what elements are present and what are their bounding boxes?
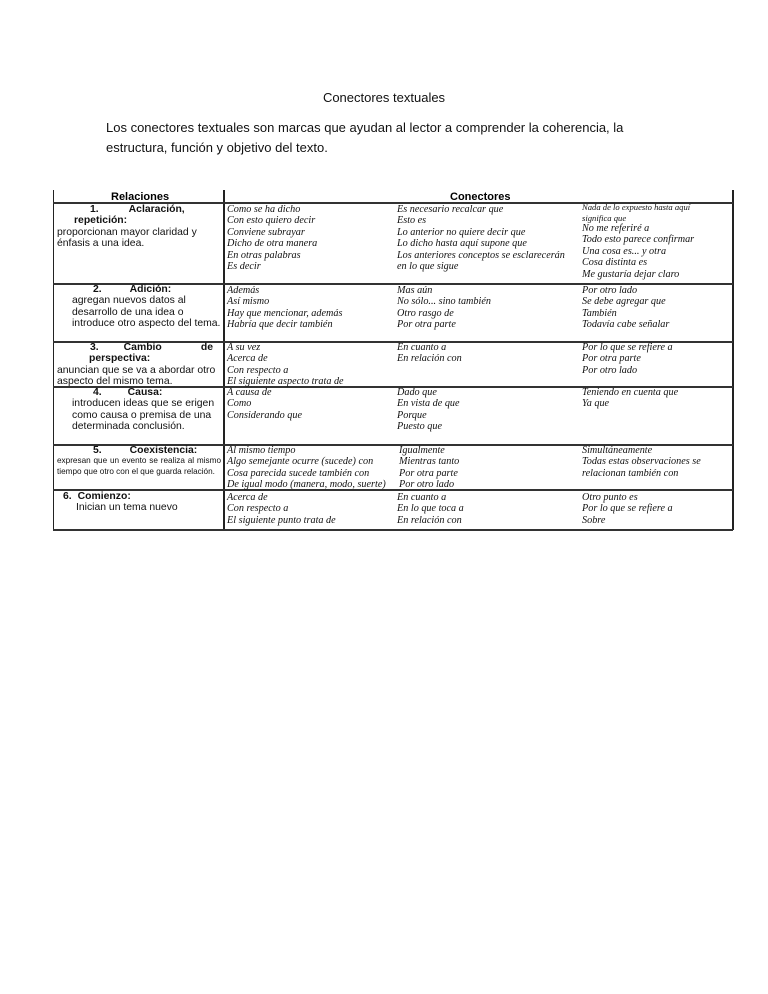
connector: A causa de [227, 387, 272, 398]
connector: Por otra parte [582, 353, 641, 365]
relation-4 [57, 387, 221, 432]
connector: Hay que mencionar, además [227, 307, 343, 319]
connector: En vista de que [397, 398, 460, 410]
connector: Habría que decir también [227, 319, 333, 331]
row-3-col-1 [227, 342, 344, 388]
connector: Mas aún [397, 285, 433, 296]
connector: Por otro lado [582, 285, 638, 296]
connector: No sólo... sino también [397, 296, 491, 308]
table-right-border [732, 190, 734, 530]
connector: Mientras tanto [399, 456, 460, 468]
row-5-col-2 [399, 445, 459, 491]
connector: Cosa distinta es [582, 257, 648, 269]
connector: Es necesario recalcar que [397, 204, 504, 215]
connector: Al mismo tiempo [227, 445, 296, 456]
connector: Todo esto parece confirmar [582, 234, 695, 246]
connector: significa que [582, 212, 627, 223]
connector: Conviene subrayar [227, 226, 305, 238]
connector: En cuanto a [397, 342, 447, 353]
intro-paragraph: Los conectores textuales son marcas que ayudan al lector a comprender la coherencia, la estructura, función y objetivo del texto. [106, 120, 624, 155]
row-2-col-2 [397, 285, 491, 331]
connectors-table [53, 190, 733, 530]
relation-6-num: 6. [63, 491, 72, 502]
row-3-col-2 [397, 342, 462, 365]
connector: Como [227, 398, 252, 410]
connector: En lo que toca a [397, 503, 464, 515]
connector: Puesto que [397, 421, 442, 433]
relation-3-desc: anuncian que se va a abordar otro aspecto del mismo tema. [57, 364, 216, 387]
connector: Porque [397, 409, 427, 421]
relation-5 [57, 445, 221, 477]
row-1-col-3 [582, 202, 694, 280]
row-5-col-3 [582, 445, 701, 479]
connector: No me referiré a [582, 223, 650, 234]
relation-2-title: Adición: [129, 284, 172, 295]
connector: Con respecto a [227, 503, 289, 515]
connector: Teniendo en cuenta que [582, 387, 679, 398]
row-6-col-3 [582, 492, 673, 526]
header-conectores: Conectores [450, 191, 511, 203]
table-left-border [53, 190, 54, 530]
header-relaciones: Relaciones [111, 191, 170, 203]
connector: Se debe agregar que [582, 296, 666, 308]
connector: De igual modo (manera, modo, suerte) [227, 479, 386, 491]
connector: En otras palabras [227, 249, 301, 261]
connector: Por otra parte [397, 319, 456, 331]
connector: Por lo que se refiere a [582, 503, 673, 515]
row-5-col-1 [227, 445, 386, 491]
connector: Nada de lo expuesto hasta aquí [582, 202, 691, 212]
document-title: Conectores textuales [322, 90, 446, 105]
connector: Considerando que [227, 409, 302, 421]
relation-3-num: 3. [90, 342, 99, 353]
connector: El siguiente punto trata de [227, 514, 336, 526]
connector: Todavía cabe señalar [582, 319, 670, 331]
connector: También [582, 307, 617, 319]
connector: Por otro lado [399, 479, 455, 491]
connector: Dado que [397, 387, 437, 398]
relation-2-desc: agregan nuevos datos al desarrollo de una idea o introduce otro aspecto del tema. [72, 295, 221, 329]
connector: En relación con [397, 353, 462, 365]
relation-1-num: 1. [90, 204, 99, 215]
connector: El siguiente aspecto trata de [227, 376, 344, 388]
row-1-col-1 [227, 204, 317, 272]
connector: Los anteriores conceptos se esclarecerán [397, 249, 565, 261]
connector: Esto es [397, 215, 427, 227]
relation-5-title: Coexistencia: [129, 445, 198, 456]
relation-4-title: Causa: [127, 387, 163, 398]
connector: Lo dicho hasta aquí supone que [397, 238, 527, 250]
relation-3-title-de: de [200, 342, 213, 353]
row-3-col-3 [582, 342, 673, 376]
connector: A su vez [227, 342, 261, 353]
connector: en lo que sigue [397, 260, 459, 272]
connector: Así mismo [227, 296, 270, 308]
connector: Acerca de [227, 353, 268, 365]
relation-1 [57, 204, 221, 249]
connector: Simultáneamente [582, 445, 653, 456]
connector: Lo anterior no quiere decir que [397, 226, 526, 238]
row-4-col-1 [227, 387, 302, 421]
row-2-col-1 [227, 285, 342, 331]
connector: relacionan también con [582, 467, 679, 479]
relation-1-title: Aclaración, [128, 204, 185, 215]
connector: Por otra parte [399, 467, 458, 479]
connector: Por lo que se refiere a [582, 342, 673, 353]
connector: Sobre [582, 514, 606, 526]
connector: Una cosa es... y otra [582, 245, 667, 257]
connector: Dicho de otra manera [227, 238, 318, 250]
row-1-col-2 [397, 204, 565, 272]
relation-3 [57, 342, 221, 387]
relation-6-desc: Inician un tema nuevo [76, 502, 178, 514]
row-6-col-1 [227, 492, 336, 526]
connector: Con respecto a [227, 364, 289, 376]
relation-5-desc: expresan que un evento se realiza al mismo tiempo que otro con el que guarda relación. [57, 456, 221, 476]
connector: Además [227, 285, 260, 296]
relation-5-num: 5. [93, 445, 102, 456]
connector: Ya que [582, 398, 610, 410]
connector: Algo semejante ocurre (sucede) con [227, 456, 374, 468]
relation-3-title: Cambio [123, 342, 162, 353]
connector: Como se ha dicho [227, 204, 301, 215]
connector: Es decir [227, 260, 261, 272]
relation-1-desc: proporcionan mayor claridad y énfasis a una idea. [57, 226, 197, 249]
row-6-col-2 [397, 492, 464, 526]
row-4-col-3 [582, 387, 678, 410]
row-4-col-2 [397, 387, 460, 433]
connector: En cuanto a [397, 492, 447, 503]
relation-4-num: 4. [93, 387, 102, 398]
connector: Acerca de [227, 492, 268, 503]
relation-1-title2: repetición: [74, 215, 128, 227]
table-bottom-border [53, 529, 733, 531]
relation-2 [57, 284, 221, 329]
connector: Me gustaría dejar claro [582, 268, 680, 280]
relation-2-num: 2. [93, 284, 102, 295]
connector: Todas estas observaciones se [582, 456, 701, 468]
connector: Con esto quiero decir [227, 215, 316, 227]
connector: En relación con [397, 514, 462, 526]
connector: Igualmente [399, 445, 445, 456]
table-column-divider [223, 190, 225, 530]
connector: Otro punto es [582, 492, 638, 503]
connector: Cosa parecida sucede también con [227, 467, 370, 479]
connector: Otro rasgo de [397, 307, 454, 319]
relation-4-desc: introducen ideas que se erigen como causa o premisa de una determinada conclusión. [72, 398, 215, 432]
relation-6-title: Comienzo: [77, 491, 131, 502]
relation-3-title2: perspectiva: [89, 353, 151, 365]
relation-6 [57, 491, 221, 514]
connector: Por otro lado [582, 364, 638, 376]
row-2-col-3 [582, 285, 669, 331]
